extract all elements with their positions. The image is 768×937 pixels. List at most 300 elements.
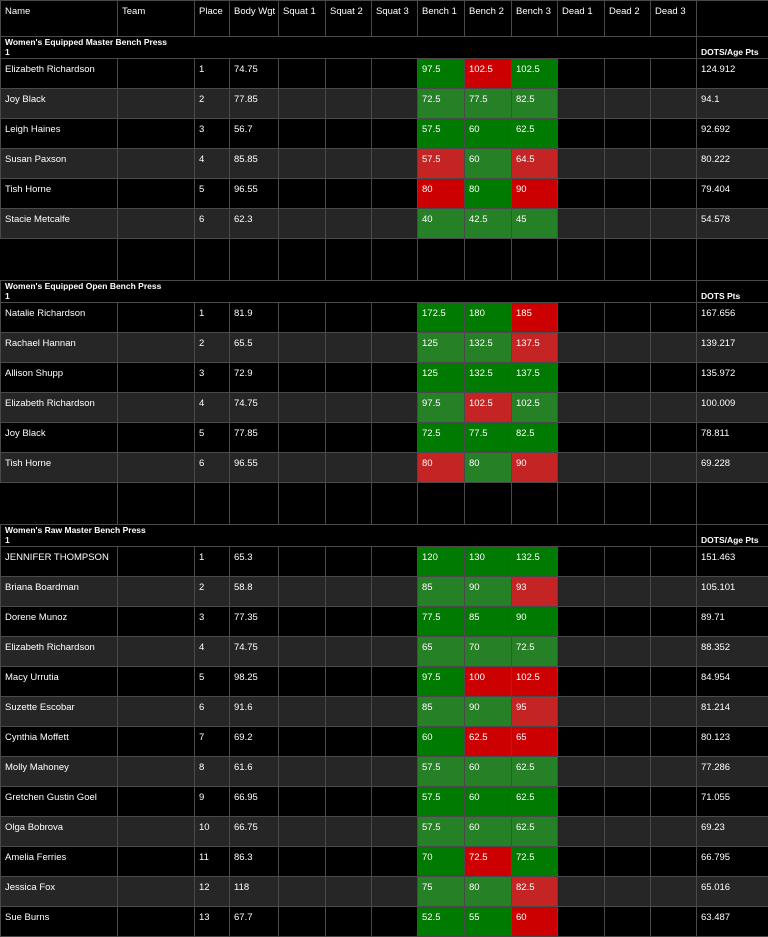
team-cell (118, 727, 195, 757)
bench-1-cell: 172.5 (418, 303, 465, 333)
dead-2-cell (605, 453, 651, 483)
squat-3-cell (372, 59, 418, 89)
dead-1-cell (558, 787, 605, 817)
lifter-name: Natalie Richardson (1, 303, 118, 333)
bench-2-cell: 80 (465, 453, 512, 483)
bench-1-cell: 80 (418, 453, 465, 483)
team-cell (118, 453, 195, 483)
col-header-dead-1[interactable]: Dead 1 (558, 1, 605, 37)
dead-1-cell (558, 877, 605, 907)
squat-3-cell (372, 393, 418, 423)
points-cell: 63.487 (697, 907, 768, 937)
team-cell (118, 179, 195, 209)
spacer-cell (279, 239, 326, 281)
dead-2-cell (605, 59, 651, 89)
place-cell: 4 (195, 393, 230, 423)
dead-3-cell (651, 787, 697, 817)
dead-2-cell (605, 303, 651, 333)
spacer-cell (465, 483, 512, 525)
squat-2-cell (326, 907, 372, 937)
lifter-name: Amelia Ferries (1, 847, 118, 877)
bench-1-cell: 97.5 (418, 667, 465, 697)
body-weight-cell: 91.6 (230, 697, 279, 727)
points-cell: 79.404 (697, 179, 768, 209)
body-weight-cell: 72.9 (230, 363, 279, 393)
team-cell (118, 119, 195, 149)
dead-1-cell (558, 363, 605, 393)
col-header-points (697, 1, 768, 37)
dead-2-cell (605, 697, 651, 727)
lifter-name: Macy Urrutia (1, 667, 118, 697)
spacer-cell (1, 239, 118, 281)
bench-2-cell: 130 (465, 547, 512, 577)
dead-1-cell (558, 59, 605, 89)
squat-3-cell (372, 547, 418, 577)
dead-2-cell (605, 119, 651, 149)
section-flight: 1 (5, 47, 692, 57)
bench-2-cell: 70 (465, 637, 512, 667)
dead-2-cell (605, 393, 651, 423)
points-cell: 54.578 (697, 209, 768, 239)
dead-1-cell (558, 303, 605, 333)
team-cell (118, 577, 195, 607)
body-weight-cell: 118 (230, 877, 279, 907)
place-cell: 11 (195, 847, 230, 877)
spacer-cell (326, 483, 372, 525)
points-cell: 77.286 (697, 757, 768, 787)
spacer-cell (372, 483, 418, 525)
spacer-cell (558, 239, 605, 281)
col-header-body-weight[interactable]: Body Wgt (230, 1, 279, 37)
dead-3-cell (651, 453, 697, 483)
bench-2-cell: 60 (465, 149, 512, 179)
squat-3-cell (372, 697, 418, 727)
place-cell: 3 (195, 119, 230, 149)
place-cell: 4 (195, 637, 230, 667)
dead-3-cell (651, 877, 697, 907)
place-cell: 1 (195, 547, 230, 577)
squat-1-cell (279, 757, 326, 787)
spacer-cell (697, 483, 768, 525)
squat-1-cell (279, 787, 326, 817)
dead-2-cell (605, 179, 651, 209)
bench-1-cell: 125 (418, 333, 465, 363)
bench-2-cell: 132.5 (465, 333, 512, 363)
dead-2-cell (605, 333, 651, 363)
dead-1-cell (558, 697, 605, 727)
body-weight-cell: 58.8 (230, 577, 279, 607)
body-weight-cell: 81.9 (230, 303, 279, 333)
table-row (1, 59, 768, 89)
table-row (1, 667, 768, 697)
team-cell (118, 877, 195, 907)
squat-3-cell (372, 907, 418, 937)
lifter-name: Susan Paxson (1, 149, 118, 179)
bench-3-cell: 102.5 (512, 59, 558, 89)
points-cell: 124.912 (697, 59, 768, 89)
bench-1-cell: 57.5 (418, 149, 465, 179)
spacer-cell (1, 483, 118, 525)
bench-2-cell: 60 (465, 787, 512, 817)
lifter-name: Joy Black (1, 423, 118, 453)
points-cell: 84.954 (697, 667, 768, 697)
table-row (1, 393, 768, 423)
spacer-cell (651, 239, 697, 281)
team-cell (118, 787, 195, 817)
table-row (1, 817, 768, 847)
squat-3-cell (372, 179, 418, 209)
squat-3-cell (372, 727, 418, 757)
bench-1-cell: 65 (418, 637, 465, 667)
section-title-cell (1, 37, 697, 59)
dead-3-cell (651, 209, 697, 239)
dead-3-cell (651, 303, 697, 333)
table-row (1, 423, 768, 453)
bench-3-cell: 60 (512, 907, 558, 937)
spacer-cell (605, 239, 651, 281)
body-weight-cell: 77.35 (230, 607, 279, 637)
place-cell: 6 (195, 697, 230, 727)
col-header-bench-2[interactable]: Bench 2 (465, 1, 512, 37)
col-header-squat-3[interactable]: Squat 3 (372, 1, 418, 37)
body-weight-cell: 74.75 (230, 59, 279, 89)
spacer-cell (465, 239, 512, 281)
bench-3-cell: 137.5 (512, 333, 558, 363)
squat-2-cell (326, 847, 372, 877)
squat-1-cell (279, 209, 326, 239)
dead-1-cell (558, 333, 605, 363)
dead-3-cell (651, 907, 697, 937)
squat-2-cell (326, 453, 372, 483)
bench-2-cell: 60 (465, 119, 512, 149)
squat-3-cell (372, 209, 418, 239)
col-header-dead-3[interactable]: Dead 3 (651, 1, 697, 37)
lifter-name: Joy Black (1, 89, 118, 119)
lifter-name: Cynthia Moffett (1, 727, 118, 757)
spacer-cell (558, 483, 605, 525)
spacer-cell (118, 483, 195, 525)
spacer-cell (418, 483, 465, 525)
dead-1-cell (558, 393, 605, 423)
place-cell: 3 (195, 363, 230, 393)
body-weight-cell: 69.2 (230, 727, 279, 757)
squat-3-cell (372, 667, 418, 697)
dead-3-cell (651, 547, 697, 577)
squat-1-cell (279, 453, 326, 483)
lifter-name: Tish Horne (1, 453, 118, 483)
team-cell (118, 393, 195, 423)
squat-1-cell (279, 149, 326, 179)
bench-3-cell: 72.5 (512, 637, 558, 667)
squat-2-cell (326, 697, 372, 727)
bench-1-cell: 97.5 (418, 59, 465, 89)
col-header-squat-1[interactable]: Squat 1 (279, 1, 326, 37)
dead-3-cell (651, 577, 697, 607)
points-cell: 71.055 (697, 787, 768, 817)
points-cell: 65.016 (697, 877, 768, 907)
squat-1-cell (279, 697, 326, 727)
place-cell: 1 (195, 303, 230, 333)
bench-1-cell: 57.5 (418, 757, 465, 787)
lifter-name: Dorene Munoz (1, 607, 118, 637)
dead-2-cell (605, 787, 651, 817)
section-spacer (1, 239, 768, 281)
section-title: Women's Equipped Master Bench Press (5, 37, 692, 47)
dead-1-cell (558, 667, 605, 697)
squat-3-cell (372, 89, 418, 119)
bench-1-cell: 120 (418, 547, 465, 577)
section-header (1, 37, 768, 59)
body-weight-cell: 74.75 (230, 393, 279, 423)
bench-2-cell: 80 (465, 179, 512, 209)
squat-1-cell (279, 547, 326, 577)
dead-3-cell (651, 149, 697, 179)
bench-3-cell: 137.5 (512, 363, 558, 393)
squat-1-cell (279, 877, 326, 907)
team-cell (118, 907, 195, 937)
table-row (1, 757, 768, 787)
points-cell: 100.009 (697, 393, 768, 423)
squat-2-cell (326, 119, 372, 149)
place-cell: 2 (195, 577, 230, 607)
body-weight-cell: 62.3 (230, 209, 279, 239)
bench-1-cell: 57.5 (418, 119, 465, 149)
bench-1-cell: 125 (418, 363, 465, 393)
bench-3-cell: 62.5 (512, 787, 558, 817)
bench-2-cell: 60 (465, 817, 512, 847)
col-header-dead-2[interactable]: Dead 2 (605, 1, 651, 37)
bench-1-cell: 52.5 (418, 907, 465, 937)
bench-2-cell: 77.5 (465, 423, 512, 453)
dead-3-cell (651, 59, 697, 89)
table-row (1, 877, 768, 907)
table-row (1, 333, 768, 363)
bench-2-cell: 72.5 (465, 847, 512, 877)
dead-1-cell (558, 209, 605, 239)
col-header-bench-1[interactable]: Bench 1 (418, 1, 465, 37)
squat-1-cell (279, 637, 326, 667)
dead-1-cell (558, 577, 605, 607)
place-cell: 5 (195, 179, 230, 209)
spacer-cell (230, 239, 279, 281)
team-cell (118, 363, 195, 393)
section-title: Women's Raw Master Bench Press (5, 525, 692, 535)
squat-2-cell (326, 303, 372, 333)
body-weight-cell: 77.85 (230, 89, 279, 119)
team-cell (118, 667, 195, 697)
points-cell: 81.214 (697, 697, 768, 727)
bench-2-cell: 60 (465, 757, 512, 787)
bench-2-cell: 180 (465, 303, 512, 333)
points-cell: 80.123 (697, 727, 768, 757)
results-body (1, 37, 768, 937)
squat-3-cell (372, 637, 418, 667)
squat-2-cell (326, 757, 372, 787)
bench-2-cell: 90 (465, 577, 512, 607)
col-header-team[interactable]: Team (118, 1, 195, 37)
bench-1-cell: 75 (418, 877, 465, 907)
squat-1-cell (279, 59, 326, 89)
points-cell: 80.222 (697, 149, 768, 179)
lifter-name: Sue Burns (1, 907, 118, 937)
place-cell: 2 (195, 333, 230, 363)
bench-1-cell: 72.5 (418, 89, 465, 119)
squat-3-cell (372, 877, 418, 907)
dead-2-cell (605, 89, 651, 119)
col-header-place[interactable]: Place (195, 1, 230, 37)
body-weight-cell: 77.85 (230, 423, 279, 453)
table-row (1, 363, 768, 393)
bench-3-cell: 93 (512, 577, 558, 607)
bench-2-cell: 77.5 (465, 89, 512, 119)
squat-1-cell (279, 907, 326, 937)
squat-3-cell (372, 577, 418, 607)
place-cell: 2 (195, 89, 230, 119)
lifter-name: Leigh Haines (1, 119, 118, 149)
table-row (1, 179, 768, 209)
dead-2-cell (605, 577, 651, 607)
lifter-name: Allison Shupp (1, 363, 118, 393)
table-row (1, 303, 768, 333)
squat-1-cell (279, 817, 326, 847)
squat-1-cell (279, 119, 326, 149)
squat-3-cell (372, 149, 418, 179)
spacer-cell (195, 483, 230, 525)
bench-1-cell: 57.5 (418, 817, 465, 847)
team-cell (118, 89, 195, 119)
dead-1-cell (558, 607, 605, 637)
section-title-cell (1, 281, 697, 303)
place-cell: 13 (195, 907, 230, 937)
place-cell: 9 (195, 787, 230, 817)
bench-3-cell: 62.5 (512, 757, 558, 787)
squat-1-cell (279, 667, 326, 697)
col-header-bench-3[interactable]: Bench 3 (512, 1, 558, 37)
team-cell (118, 607, 195, 637)
points-cell: 69.228 (697, 453, 768, 483)
table-row (1, 787, 768, 817)
bench-1-cell: 97.5 (418, 393, 465, 423)
team-cell (118, 423, 195, 453)
squat-1-cell (279, 179, 326, 209)
spacer-cell (372, 239, 418, 281)
spacer-cell (326, 239, 372, 281)
place-cell: 12 (195, 877, 230, 907)
squat-3-cell (372, 423, 418, 453)
bench-3-cell: 102.5 (512, 667, 558, 697)
bench-1-cell: 85 (418, 697, 465, 727)
dead-2-cell (605, 607, 651, 637)
squat-2-cell (326, 333, 372, 363)
lifter-name: Jessica Fox (1, 877, 118, 907)
lifter-name: Gretchen Gustin Goel (1, 787, 118, 817)
bench-3-cell: 45 (512, 209, 558, 239)
bench-2-cell: 80 (465, 877, 512, 907)
squat-2-cell (326, 877, 372, 907)
squat-1-cell (279, 577, 326, 607)
dead-2-cell (605, 667, 651, 697)
section-title: Women's Equipped Open Bench Press (5, 281, 692, 291)
lifter-name: Tish Horne (1, 179, 118, 209)
bench-3-cell: 90 (512, 179, 558, 209)
bench-1-cell: 72.5 (418, 423, 465, 453)
spacer-cell (512, 239, 558, 281)
dead-3-cell (651, 393, 697, 423)
header-row (1, 1, 768, 37)
table-row (1, 547, 768, 577)
spacer-cell (697, 239, 768, 281)
place-cell: 3 (195, 607, 230, 637)
spacer-cell (512, 483, 558, 525)
bench-3-cell: 90 (512, 607, 558, 637)
spacer-cell (605, 483, 651, 525)
dead-1-cell (558, 727, 605, 757)
table-row (1, 453, 768, 483)
dead-1-cell (558, 423, 605, 453)
place-cell: 6 (195, 209, 230, 239)
bench-2-cell: 55 (465, 907, 512, 937)
dead-1-cell (558, 757, 605, 787)
bench-3-cell: 132.5 (512, 547, 558, 577)
body-weight-cell: 96.55 (230, 453, 279, 483)
dead-1-cell (558, 149, 605, 179)
squat-1-cell (279, 363, 326, 393)
bench-1-cell: 80 (418, 179, 465, 209)
dead-1-cell (558, 907, 605, 937)
dead-2-cell (605, 847, 651, 877)
bench-3-cell: 82.5 (512, 89, 558, 119)
dead-2-cell (605, 907, 651, 937)
dead-2-cell (605, 547, 651, 577)
team-cell (118, 209, 195, 239)
lifter-name: Olga Bobrova (1, 817, 118, 847)
dead-3-cell (651, 727, 697, 757)
dead-3-cell (651, 757, 697, 787)
dead-3-cell (651, 817, 697, 847)
section-header (1, 525, 768, 547)
bench-3-cell: 65 (512, 727, 558, 757)
place-cell: 10 (195, 817, 230, 847)
team-cell (118, 149, 195, 179)
dead-2-cell (605, 363, 651, 393)
table-row (1, 607, 768, 637)
body-weight-cell: 56.7 (230, 119, 279, 149)
dead-3-cell (651, 119, 697, 149)
points-cell: 88.352 (697, 637, 768, 667)
col-header-name[interactable]: Name (1, 1, 118, 37)
squat-1-cell (279, 333, 326, 363)
points-label: DOTS/Age Pts (697, 525, 768, 547)
bench-1-cell: 40 (418, 209, 465, 239)
points-cell: 78.811 (697, 423, 768, 453)
squat-3-cell (372, 787, 418, 817)
points-cell: 66.795 (697, 847, 768, 877)
dead-2-cell (605, 209, 651, 239)
dead-3-cell (651, 333, 697, 363)
squat-3-cell (372, 333, 418, 363)
bench-3-cell: 64.5 (512, 149, 558, 179)
col-header-squat-2[interactable]: Squat 2 (326, 1, 372, 37)
dead-3-cell (651, 89, 697, 119)
place-cell: 1 (195, 59, 230, 89)
squat-2-cell (326, 727, 372, 757)
squat-1-cell (279, 727, 326, 757)
dead-3-cell (651, 363, 697, 393)
points-label: DOTS Pts (697, 281, 768, 303)
dead-2-cell (605, 757, 651, 787)
lifter-name: Elizabeth Richardson (1, 393, 118, 423)
body-weight-cell: 86.3 (230, 847, 279, 877)
